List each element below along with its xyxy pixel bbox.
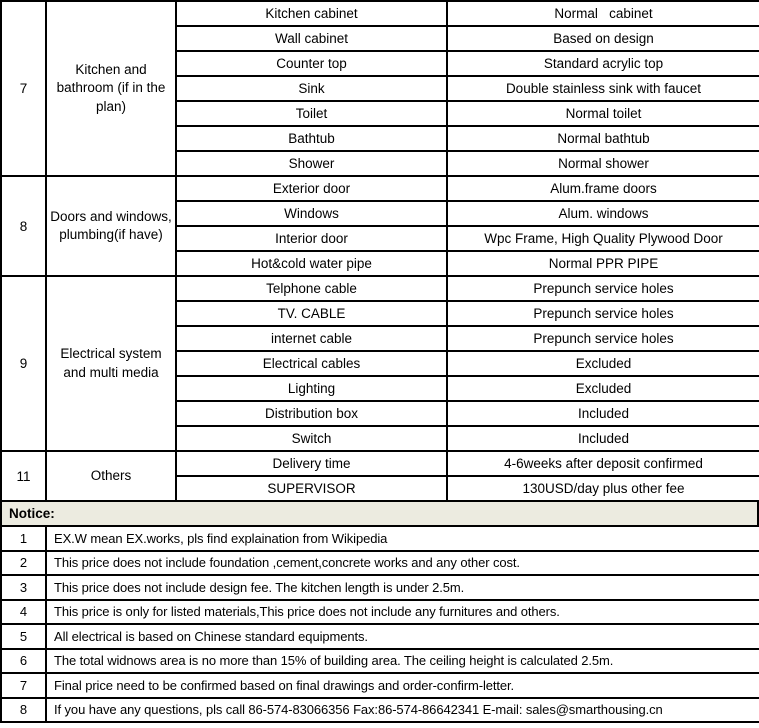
notice-row [1,575,759,600]
table-row [1,176,759,201]
section-number: 11 [1,451,46,501]
notice-number: 2 [1,551,46,576]
item-value: Included [447,401,759,426]
notice-row [1,624,759,649]
item-name: SUPERVISOR [176,476,447,501]
section-number: 7 [1,1,46,176]
item-name: Sink [176,76,447,101]
item-value: Included [447,426,759,451]
item-value: Wpc Frame, High Quality Plywood Door [447,226,759,251]
section-number: 9 [1,276,46,451]
item-value: Standard acrylic top [447,51,759,76]
notice-row [1,698,759,723]
item-name: Lighting [176,376,447,401]
item-value: Normal bathtub [447,126,759,151]
item-name: TV. CABLE [176,301,447,326]
item-name: Exterior door [176,176,447,201]
item-value: Prepunch service holes [447,301,759,326]
notice-number: 5 [1,624,46,649]
notice-table [0,525,759,723]
item-value: Normal PPR PIPE [447,251,759,276]
notice-text: EX.W mean EX.works, pls find explaination from Wikipedia [46,526,759,551]
item-name: Telphone cable [176,276,447,301]
item-value: Double stainless sink with faucet [447,76,759,101]
notice-text: All electrical is based on Chinese standard equipments. [46,624,759,649]
notice-number: 1 [1,526,46,551]
item-value: Normal cabinet [447,1,759,26]
item-name: Toilet [176,101,447,126]
item-name: Delivery time [176,451,447,476]
table-row [1,276,759,301]
item-name: Windows [176,201,447,226]
section-category: Doors and windows, plumbing(if have) [46,176,176,276]
item-name: Distribution box [176,401,447,426]
notice-title: Notice: [9,506,55,521]
notice-row [1,600,759,625]
section-category: Others [46,451,176,501]
item-name: Shower [176,151,447,176]
table-row [1,451,759,476]
item-name: Switch [176,426,447,451]
notice-number: 8 [1,698,46,723]
notice-number: 3 [1,575,46,600]
notice-text: This price does not include design fee. The kitchen length is under 2.5m. [46,575,759,600]
notice-number: 4 [1,600,46,625]
notice-number: 6 [1,649,46,674]
item-value: Prepunch service holes [447,326,759,351]
notice-row [1,526,759,551]
item-value: Normal shower [447,151,759,176]
item-name: Counter top [176,51,447,76]
notice-text: The total widnows area is no more than 15% of building area. The ceiling height is calculated 2.5m. [46,649,759,674]
item-value: Alum.frame doors [447,176,759,201]
section-category: Kitchen and bathroom (if in the plan) [46,1,176,176]
item-name: Bathtub [176,126,447,151]
notice-header [0,500,759,527]
item-name: Wall cabinet [176,26,447,51]
section-category: Electrical system and multi media [46,276,176,451]
item-value: Excluded [447,351,759,376]
item-value: Alum. windows [447,201,759,226]
item-name: Interior door [176,226,447,251]
notice-text: If you have any questions, pls call 86-574-83066356 Fax:86-574-86642341 E-mail: sales@smarthousing.cn [46,698,759,723]
notice-row [1,649,759,674]
item-value: Normal toilet [447,101,759,126]
section-number: 8 [1,176,46,276]
notice-row [1,673,759,698]
notice-text: This price is only for listed materials,This price does not include any furnitures and others. [46,600,759,625]
notice-text: This price does not include foundation ,cement,concrete works and any other cost. [46,551,759,576]
item-name: Electrical cables [176,351,447,376]
item-value: 130USD/day plus other fee [447,476,759,501]
notice-text: Final price need to be confirmed based on final drawings and order-confirm-letter. [46,673,759,698]
notice-row [1,551,759,576]
item-value: Prepunch service holes [447,276,759,301]
item-value: Based on design [447,26,759,51]
notice-number: 7 [1,673,46,698]
item-value: 4-6weeks after deposit confirmed [447,451,759,476]
item-name: Hot&cold water pipe [176,251,447,276]
table-row [1,1,759,26]
item-name: internet cable [176,326,447,351]
item-value: Excluded [447,376,759,401]
item-name: Kitchen cabinet [176,1,447,26]
